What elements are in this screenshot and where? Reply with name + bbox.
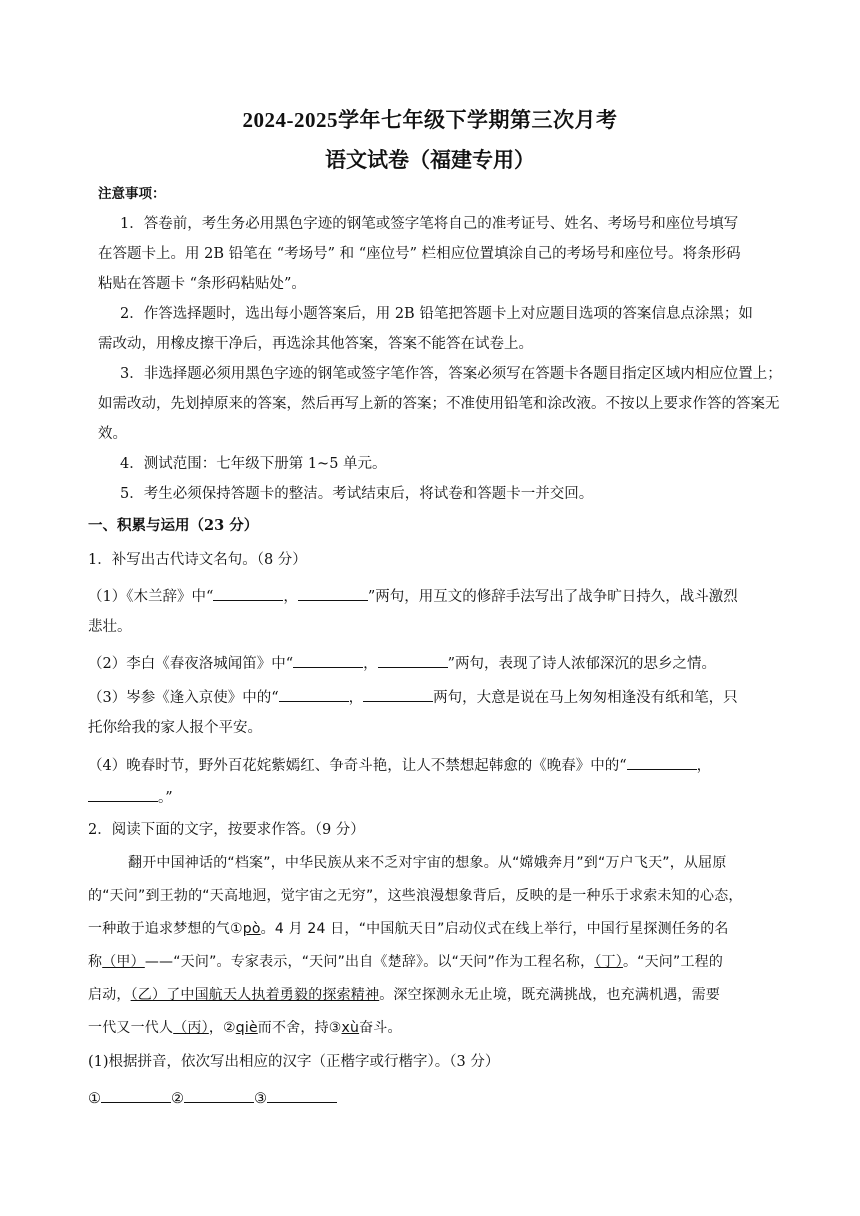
q1-part4-cont: 。”: [88, 786, 173, 808]
notice-heading: 注意事项：: [98, 186, 166, 202]
notice-item1-line3: 粘贴在答题卡 “条形码粘贴处”。: [98, 276, 306, 292]
page-title: 2024-2025学年七年级下学期第三次月考: [242, 108, 618, 132]
answer-blank[interactable]: [213, 585, 283, 601]
pinyin-prompt: xù: [341, 1020, 360, 1036]
q1-part3: （3）岑参《逢入京使》中的“ ， 两句，大意是说在马上匆匆相逢没有纸和笔，只: [88, 686, 738, 708]
answer-blank[interactable]: [101, 1087, 171, 1103]
passage-line: 的“天问”到王勃的“天高地迥，觉宇宙之无穷”，这些浪漫想象背后，反映的是一种乐于求索未知的心态，: [88, 888, 743, 904]
notice-item3-line2: 如需改动，先划掉原来的答案，然后再写上新的答案；不准使用铅笔和涂改液。不按以上要求作答的答案无: [98, 396, 780, 412]
passage-line: 一代又一代人（丙），②qiè而不舍，持③xù奋斗。: [88, 1020, 402, 1036]
blank-marker-jia: （甲）: [102, 954, 145, 970]
answer-blank[interactable]: [363, 686, 433, 702]
answer-blank[interactable]: [184, 1087, 254, 1103]
answer-blank[interactable]: [378, 652, 448, 668]
notice-item1-line2: 在答题卡上。用 2B 铅笔在 “考场号” 和 “座位号” 栏相应位置填涂自己的考场号和座位号。将条形码: [98, 246, 741, 262]
q1-part2: （2）李白《春夜洛城闻笛》中“ ， ”两句，表现了诗人浓郁深沉的思乡之情。: [88, 652, 716, 674]
passage-line: 启动，（乙）了中国航天人执着勇毅的探索精神。深空探测永无止境，既充满挑战，也充满机遇，需要: [88, 987, 721, 1003]
q1-part1-cont: 悲壮。: [88, 619, 132, 635]
notice-item2-line1: 2．作答选择题时，选出每小题答案后，用 2B 铅笔把答题卡上对应题目选项的答案信息点涂黑；如: [120, 306, 753, 322]
page-subtitle: 语文试卷（福建专用）: [325, 148, 535, 172]
q1-part1: （1）《木兰辞》中“ ， ”两句，用互文的修辞手法写出了战争旷日持久，战斗激烈: [88, 585, 738, 607]
underlined-sentence-yi: （乙）了中国航天人执着勇毅的探索精神: [130, 987, 380, 1003]
answer-blank[interactable]: [267, 1087, 337, 1103]
q2-sub1: (1)根据拼音，依次写出相应的汉字（正楷字或行楷字）。（3 分）: [88, 1054, 500, 1070]
passage-line: 翻开中国神话的“档案”，中华民族从来不乏对宇宙的想象。从“嫦娥奔月”到“万户飞天”，从屈原: [128, 855, 727, 871]
q1-part4: （4）晚春时节，野外百花姹紫嫣红、争奇斗艳，让人不禁想起韩愈的《晚春》中的“ ，: [88, 754, 711, 776]
notice-item1-line1: 1．答卷前，考生务必用黑色字迹的钢笔或签字笔将自己的准考证号、姓名、考场号和座位号填写: [120, 216, 739, 232]
notice-item3-line1: 3．非选择题必须用黑色字迹的钢笔或签字笔作答，答案必须写在答题卡各题目指定区域内相应位置上；: [120, 366, 782, 382]
answer-blank[interactable]: [279, 686, 349, 702]
q1-stem: 1．补写出古代诗文名句。（8 分）: [88, 552, 307, 568]
pinyin-prompt: pò: [242, 921, 261, 937]
q2-sub1-answers: ① ② ③: [88, 1087, 337, 1109]
notice-item3-line3: 效。: [98, 426, 127, 442]
blank-marker-ding: （丁）: [594, 954, 623, 970]
notice-item4: 4．测试范围：七年级下册第 1~5 单元。: [120, 456, 387, 472]
q2-stem: 2．阅读下面的文字，按要求作答。（9 分）: [88, 822, 365, 838]
section-heading: 一、积累与运用（23 分）: [88, 517, 259, 534]
answer-blank[interactable]: [298, 585, 368, 601]
q1-part3-cont: 托你给我的家人报个平安。: [88, 720, 262, 736]
answer-blank[interactable]: [627, 754, 697, 770]
notice-item5: 5．考生必须保持答题卡的整洁。考试结束后，将试卷和答题卡一并交回。: [120, 486, 594, 502]
blank-marker-bing: （丙）: [173, 1020, 209, 1036]
answer-blank[interactable]: [293, 652, 363, 668]
notice-item2-line2: 需改动，用橡皮擦干净后，再选涂其他答案，答案不能答在试卷上。: [98, 336, 533, 352]
passage-line: 一种敢于追求梦想的气①pò。4 月 24 日，“中国航天日”启动仪式在线上举行，中国行星探测任务的名: [88, 921, 729, 937]
answer-blank[interactable]: [88, 786, 158, 802]
passage-line: 称（甲）——“天问”。专家表示，“天问”出自《楚辞》。以“天问”作为工程名称，（丁）。“天问”工程的: [88, 954, 724, 970]
pinyin-prompt: qiè: [235, 1020, 258, 1036]
